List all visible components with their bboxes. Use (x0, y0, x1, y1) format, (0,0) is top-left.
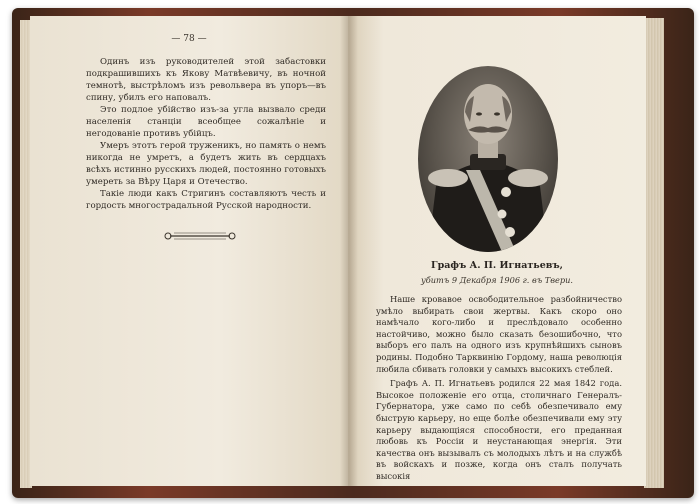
paragraph: Одинъ изъ руководителей этой забастовки подкрашившихъ къ Якову Матвѣевичу, въ ночной темнотѣ, выстрѣломъ изъ револьвера въ упоръ—въ спину, убилъ его наповалъ. (86, 57, 326, 103)
right-page (348, 16, 646, 486)
ornament-icon (160, 228, 240, 244)
portrait-photo (418, 66, 558, 252)
paragraph: Графъ А. П. Игнатьевъ родился 22 мая 1842 года. Высокое положеніе его отца, столичнаго Генералъ-Губернатора, уже само по себѣ обезпечивало ему быструю карьеру, но еще болѣе обезпечивали ему эту карьеру выдающіяся способности, его преданная любовь къ Россіи и неустанающая энергія. Эти качества онъ вызывалъ съ молодыхъ лѣтъ и на службѣ въ войскахъ и позже, когда онъ сталъ получать высокія (376, 378, 622, 481)
paragraph: Умеръ этотъ герой труженикъ, но память о немъ никогда не умретъ, а будетъ жить въ сердцахъ всѣхъ истинно русскихъ людей, постоянно готовыхъ умереть за Вѣру Царя и Отечество. (86, 141, 326, 187)
paragraph: Наше кровавое освободительное разбойничество умѣло выбирать свои жертвы. Какъ скоро оно намѣчало кого-либо и преслѣдовало особенно настойчиво, можно было сказать безошибочно, что выборъ его палъ на одного изъ крупнѣйшихъ сыновъ родины. Подобно Тарквинію Гордому, наша революція любила сбивать головки у самыхъ высокихъ стеблей. (376, 294, 622, 374)
paragraph: Это подлое убійство изъ-за угла вызвало среди населенія станціи всеобщее сожалѣніе и негодованіе противъ убійцъ. (86, 105, 326, 139)
paragraph: Такіе люди какъ Стригинъ составляютъ честь и гордость многострадальной Русской народности. (86, 189, 326, 211)
portrait-caption-subtitle: убитъ 9 Декабря 1906 г. въ Твери. (421, 275, 573, 285)
book-gutter (340, 16, 358, 486)
left-page-text (86, 56, 326, 212)
page-edges-right (644, 18, 664, 488)
portrait-figure-icon (418, 66, 558, 252)
left-page (30, 16, 348, 486)
page-number: — 78 — (171, 34, 207, 44)
right-page-text (376, 294, 622, 486)
portrait-caption-title: Графъ А. П. Игнатьевъ, (431, 260, 563, 271)
